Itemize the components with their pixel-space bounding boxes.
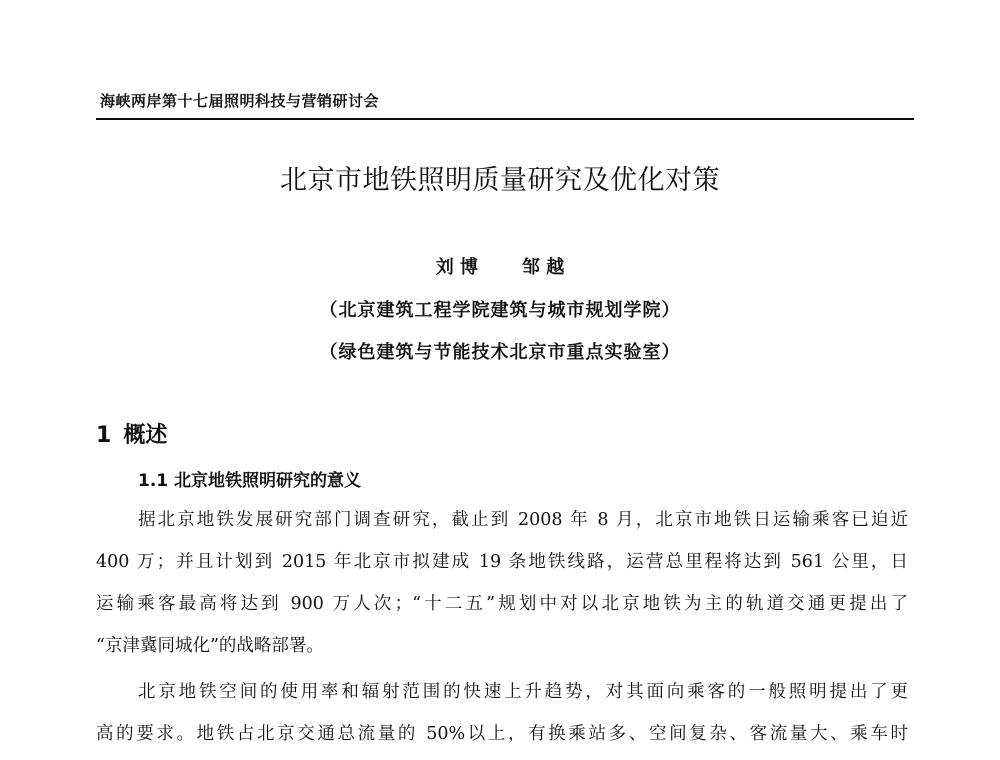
section-number: 1 [96,423,112,448]
body-text-line: “京津冀同城化”的战略部署。 [96,636,324,656]
body-text-line: 运输乘客最高将达到 900 万人次；“十二五”规划中对以北京地铁为主的轨道交通更提出了 [96,594,908,614]
body-text-line: 据北京地铁发展研究部门调查研究，截止到 2008 年 8 月，北京市地铁日运输乘客已迫近 [138,510,908,530]
affiliation: （绿色建筑与节能技术北京市重点实验室） [319,342,681,363]
section-title: 概述 [123,423,168,448]
section-heading [96,418,167,449]
header-rule [96,118,914,120]
paper-title: 北京市地铁照明质量研究及优化对策 [280,165,720,196]
author-name: 邹 越 [522,257,565,278]
body-text-line: 高的要求。地铁占北京交通总流量的 50%以上，有换乘站多、空间复杂、客流量大、乘车时 [96,724,908,744]
author-name: 刘 博 [435,257,478,278]
subsection-heading: 1.1 北京地铁照明研究的意义 [138,471,362,491]
body-text-line: 北京地铁空间的使用率和辐射范围的快速上升趋势，对其面向乘客的一般照明提出了更 [138,682,908,702]
author-line [0,253,1000,279]
body-text-line: 400 万；并且计划到 2015 年北京市拟建成 19 条地铁线路，运营总里程将达到 561 公里，日 [96,552,908,572]
affiliation: （北京建筑工程学院建筑与城市规划学院） [319,300,681,321]
running-header: 海峡两岸第十七届照明科技与营销研讨会 [100,92,380,110]
